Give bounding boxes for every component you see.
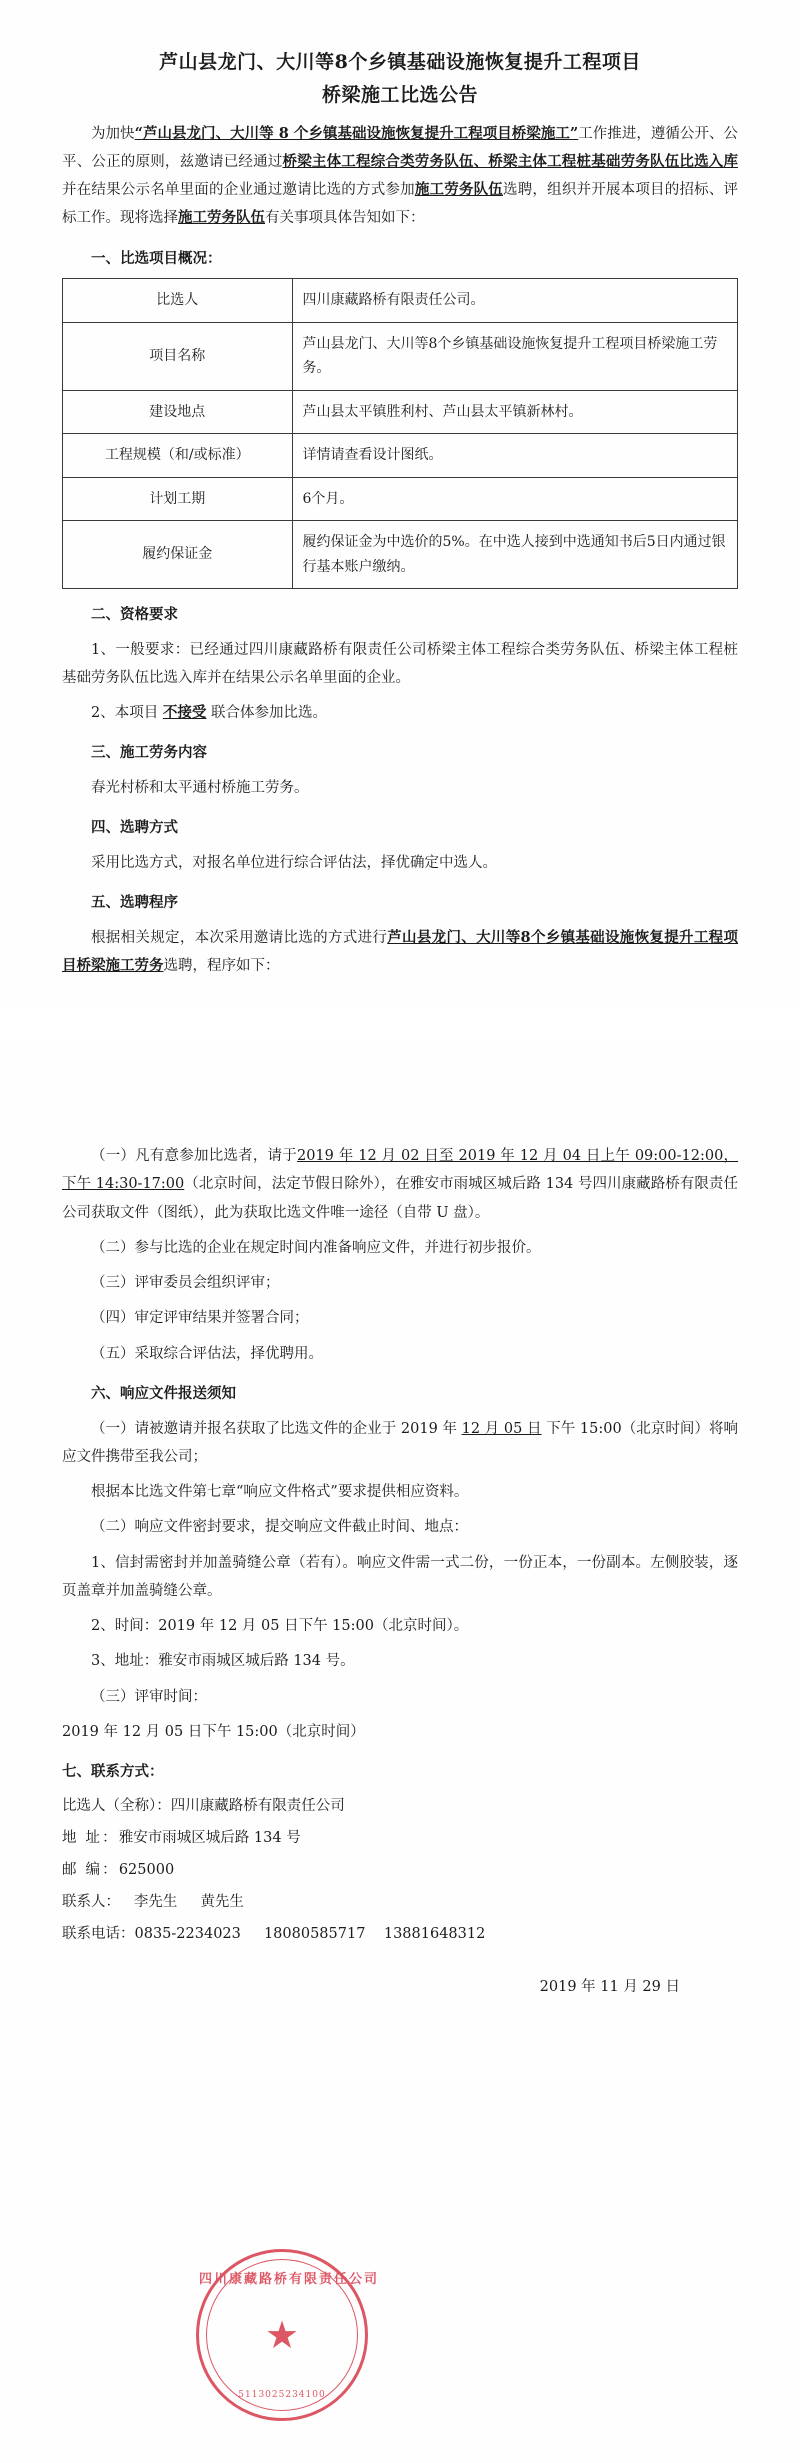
- section5-underline-2: 桥梁: [76, 956, 106, 974]
- p2-item-3: （三）评审委员会组织评审；: [91, 1275, 280, 1292]
- section-heading-5: 五、选聘程序: [91, 894, 178, 912]
- table-row: [63, 434, 738, 478]
- page-separator: [0, 1007, 800, 1043]
- title-line-2: 桥梁施工比选公告: [321, 84, 478, 107]
- contact-phone-3: 13881648312: [383, 1925, 486, 1942]
- intro-underline-1: 桥梁主体工程综合类劳务队伍、桥梁主体工程桩基础劳务队伍比选入库: [282, 152, 738, 170]
- page-title: [62, 46, 738, 113]
- contact-company-value: 四川康藏路桥有限责任公司: [170, 1797, 345, 1814]
- intro-text-e: 有关事项具体告知如下：: [265, 210, 425, 227]
- contact-person-2: 黄先生: [200, 1893, 244, 1910]
- table-cell-value: 芦山县太平镇胜利村、芦山县太平镇新林村。: [292, 390, 738, 434]
- table-cell-label: 比选人: [63, 279, 293, 323]
- table-cell-label: 履约保证金: [63, 521, 293, 589]
- contact-persons: [62, 1888, 738, 1917]
- intro-underline-2: 施工劳务队伍: [414, 181, 504, 199]
- section5-body: [62, 924, 738, 981]
- intro-project-quote: “芦山县龙门、大川等 8 个乡镇基础设施恢复提升工程项目桥梁施工”: [134, 124, 579, 142]
- intro-text-a: 为加快: [91, 125, 135, 142]
- section2-item2-underline: 不接受: [162, 704, 207, 722]
- intro-text-d: 选聘，组织并开展本项目的招标、评标工作。现将选择: [62, 182, 739, 227]
- section6-item-1: [62, 1415, 738, 1472]
- section-heading-3: 三、施工劳务内容: [91, 744, 207, 762]
- p2-item-5: （五）采取综合评估法，择优聘用。: [91, 1345, 323, 1362]
- table-cell-value: 四川康藏路桥有限责任公司。: [292, 279, 738, 323]
- section2-item-2: [62, 699, 738, 727]
- p2-item1-text-b: （北京时间，法定节假日除外），在雅安市雨城区城后路 134 号四川康藏路桥有限责任公司获取文件（图纸），此为获取比选文件唯一途径（自带 U 盘）。: [62, 1176, 738, 1221]
- table-cell-label: 计划工期: [63, 477, 293, 521]
- contact-person-1: 李先生: [133, 1893, 178, 1910]
- document-page-2: [0, 1043, 800, 2463]
- contact-address-label: 地 址：: [62, 1829, 119, 1846]
- contact-phone-label: 联系电话：: [62, 1925, 135, 1942]
- p2-item-2: （二）参与比选的企业在规定时间内准备响应文件，并进行初步报价。: [91, 1239, 541, 1256]
- section6-item-1-note: 根据本比选文件第七章“响应文件格式”要求提供相应资料。: [91, 1484, 469, 1501]
- table-row: [63, 279, 738, 323]
- contact-address-value: 雅安市雨城区城后路 134 号: [118, 1829, 301, 1846]
- contact-phones: [62, 1920, 738, 1949]
- contact-postcode: [62, 1856, 738, 1885]
- section5-text-a: 根据相关规定，本次采用邀请比选的方式进行: [91, 929, 388, 946]
- section5-underline-1: 芦山县龙门、大川等8个乡镇基础设施恢复提升工程项目: [62, 928, 738, 974]
- p2-item1-text-a: （一）凡有意参加比选者，请于: [91, 1148, 297, 1165]
- table-cell-label: 建设地点: [63, 390, 293, 434]
- table-cell-label: 项目名称: [63, 322, 293, 390]
- seal-registration-number: 5113025234100: [238, 2390, 326, 2401]
- section-heading-1: 一、比选项目概况：: [91, 249, 222, 267]
- section2-item2-text-b: 联合体参加比选。: [210, 705, 327, 722]
- table-row: [63, 521, 738, 589]
- section6-review-time: 2019 年 12 月 05 日下午 15:00（北京时间）: [62, 1723, 365, 1740]
- p2-item1-underline: 2019 年 12 月 02 日至 2019 年 12 月 04 日上午 09:00-12:00，下午 14:30-17:00: [62, 1148, 739, 1193]
- intro-text-b: 工作推进，遵循公开、公平、公正的原则，兹邀请已经通过: [62, 125, 738, 170]
- section6-sub-1: 1、信封需密封并加盖骑缝公章（若有）。响应文件需一式二份，一份正本，一份副本。左侧胶装，逐页盖章并加盖骑缝公章。: [62, 1554, 738, 1599]
- section-heading-6: 六、响应文件报送须知: [91, 1385, 236, 1403]
- section5-text-b: 选聘，程序如下：: [163, 957, 280, 974]
- table-cell-value: 6个月。: [292, 477, 738, 521]
- section6-item1-text-b: 下午 15:00（北京时间）将响应文件携带至我公司；: [62, 1420, 739, 1465]
- section4-body: 采用比选方式，对报名单位进行综合评估法，择优确定中选人。: [91, 854, 497, 871]
- seal-company-name: 四川康藏路桥有限责任公司: [199, 2272, 380, 2288]
- section2-item2-text-a: 2、本项目: [91, 705, 159, 722]
- section6-item1-underline: 12 月 05 日: [461, 1420, 542, 1437]
- intro-text-c: 并在结果公示名单里面的企业通过邀请比选的方式参加: [62, 182, 415, 199]
- title-line-1: 芦山县龙门、大川等8个乡镇基础设施恢复提升工程项目: [159, 51, 641, 73]
- section6-sub-3: 3、地址：雅安市雨城区城后路 134 号。: [91, 1653, 355, 1670]
- section6-item-2: （二）响应文件密封要求，提交响应文件截止时间、地点：: [91, 1519, 468, 1536]
- intro-underline-3: 施工劳务队伍: [178, 209, 265, 227]
- section6-sub-2: 2、时间：2019 年 12 月 05 日下午 15:00（北京时间）。: [91, 1618, 469, 1635]
- table-cell-label: 工程规模（和/或标准）: [63, 434, 293, 478]
- section-heading-7: 七、联系方式：: [62, 1763, 164, 1781]
- table-row: [63, 322, 738, 390]
- table-row: [63, 477, 738, 521]
- signature-date: 2019 年 11 月 29 日: [539, 1978, 680, 1995]
- project-overview-table: [62, 278, 738, 589]
- seal-inner-ring: [206, 2259, 358, 2411]
- section6-item1-text-a: （一）请被邀请并报名获取了比选文件的企业于 2019 年: [91, 1420, 457, 1437]
- contact-postcode-value: 625000: [118, 1861, 175, 1878]
- contact-phone-2: 18080585717: [263, 1925, 366, 1942]
- section5-underline-3: 施工劳务: [105, 956, 164, 974]
- table-cell-value: 履约保证金为中选价的5%。在中选人接到中选通知书后5日内通过银行基本账户缴纳。: [292, 521, 738, 589]
- contact-postcode-label: 邮 编：: [62, 1861, 119, 1878]
- section-heading-4: 四、选聘方式: [91, 819, 178, 837]
- company-seal-stamp: [196, 2249, 380, 2421]
- table-cell-value: 芦山县龙门、大川等8个乡镇基础设施恢复提升工程项目桥梁施工劳务。: [292, 322, 738, 390]
- star-icon: ★: [264, 2313, 300, 2358]
- document-page-1: [0, 0, 800, 1007]
- section3-body: 春光村桥和太平通村桥施工劳务。: [91, 780, 309, 796]
- table-cell-value: 详情请查看设计图纸。: [292, 434, 738, 478]
- contact-person-label: 联系人：: [62, 1893, 120, 1910]
- contact-company: [62, 1792, 738, 1821]
- contact-phone-1: 0835-2234023: [134, 1925, 241, 1942]
- section-heading-2: 二、资格要求: [91, 606, 178, 624]
- section2-item-1: 1、一般要求：已经通过四川康藏路桥有限责任公司桥梁主体工程综合类劳务队伍、桥梁主体工程桩基础劳务队伍比选入库并在结果公示名单里面的企业。: [62, 641, 738, 686]
- section6-sub-4: （三）评审时间：: [91, 1688, 207, 1705]
- table-row: [63, 390, 738, 434]
- contact-company-label: 比选人（全称）：: [62, 1797, 171, 1814]
- intro-paragraph: [62, 120, 738, 233]
- p2-item-4: （四）审定评审结果并签署合同；: [91, 1310, 309, 1327]
- contact-address: [62, 1824, 738, 1853]
- p2-item-1: [62, 1142, 738, 1227]
